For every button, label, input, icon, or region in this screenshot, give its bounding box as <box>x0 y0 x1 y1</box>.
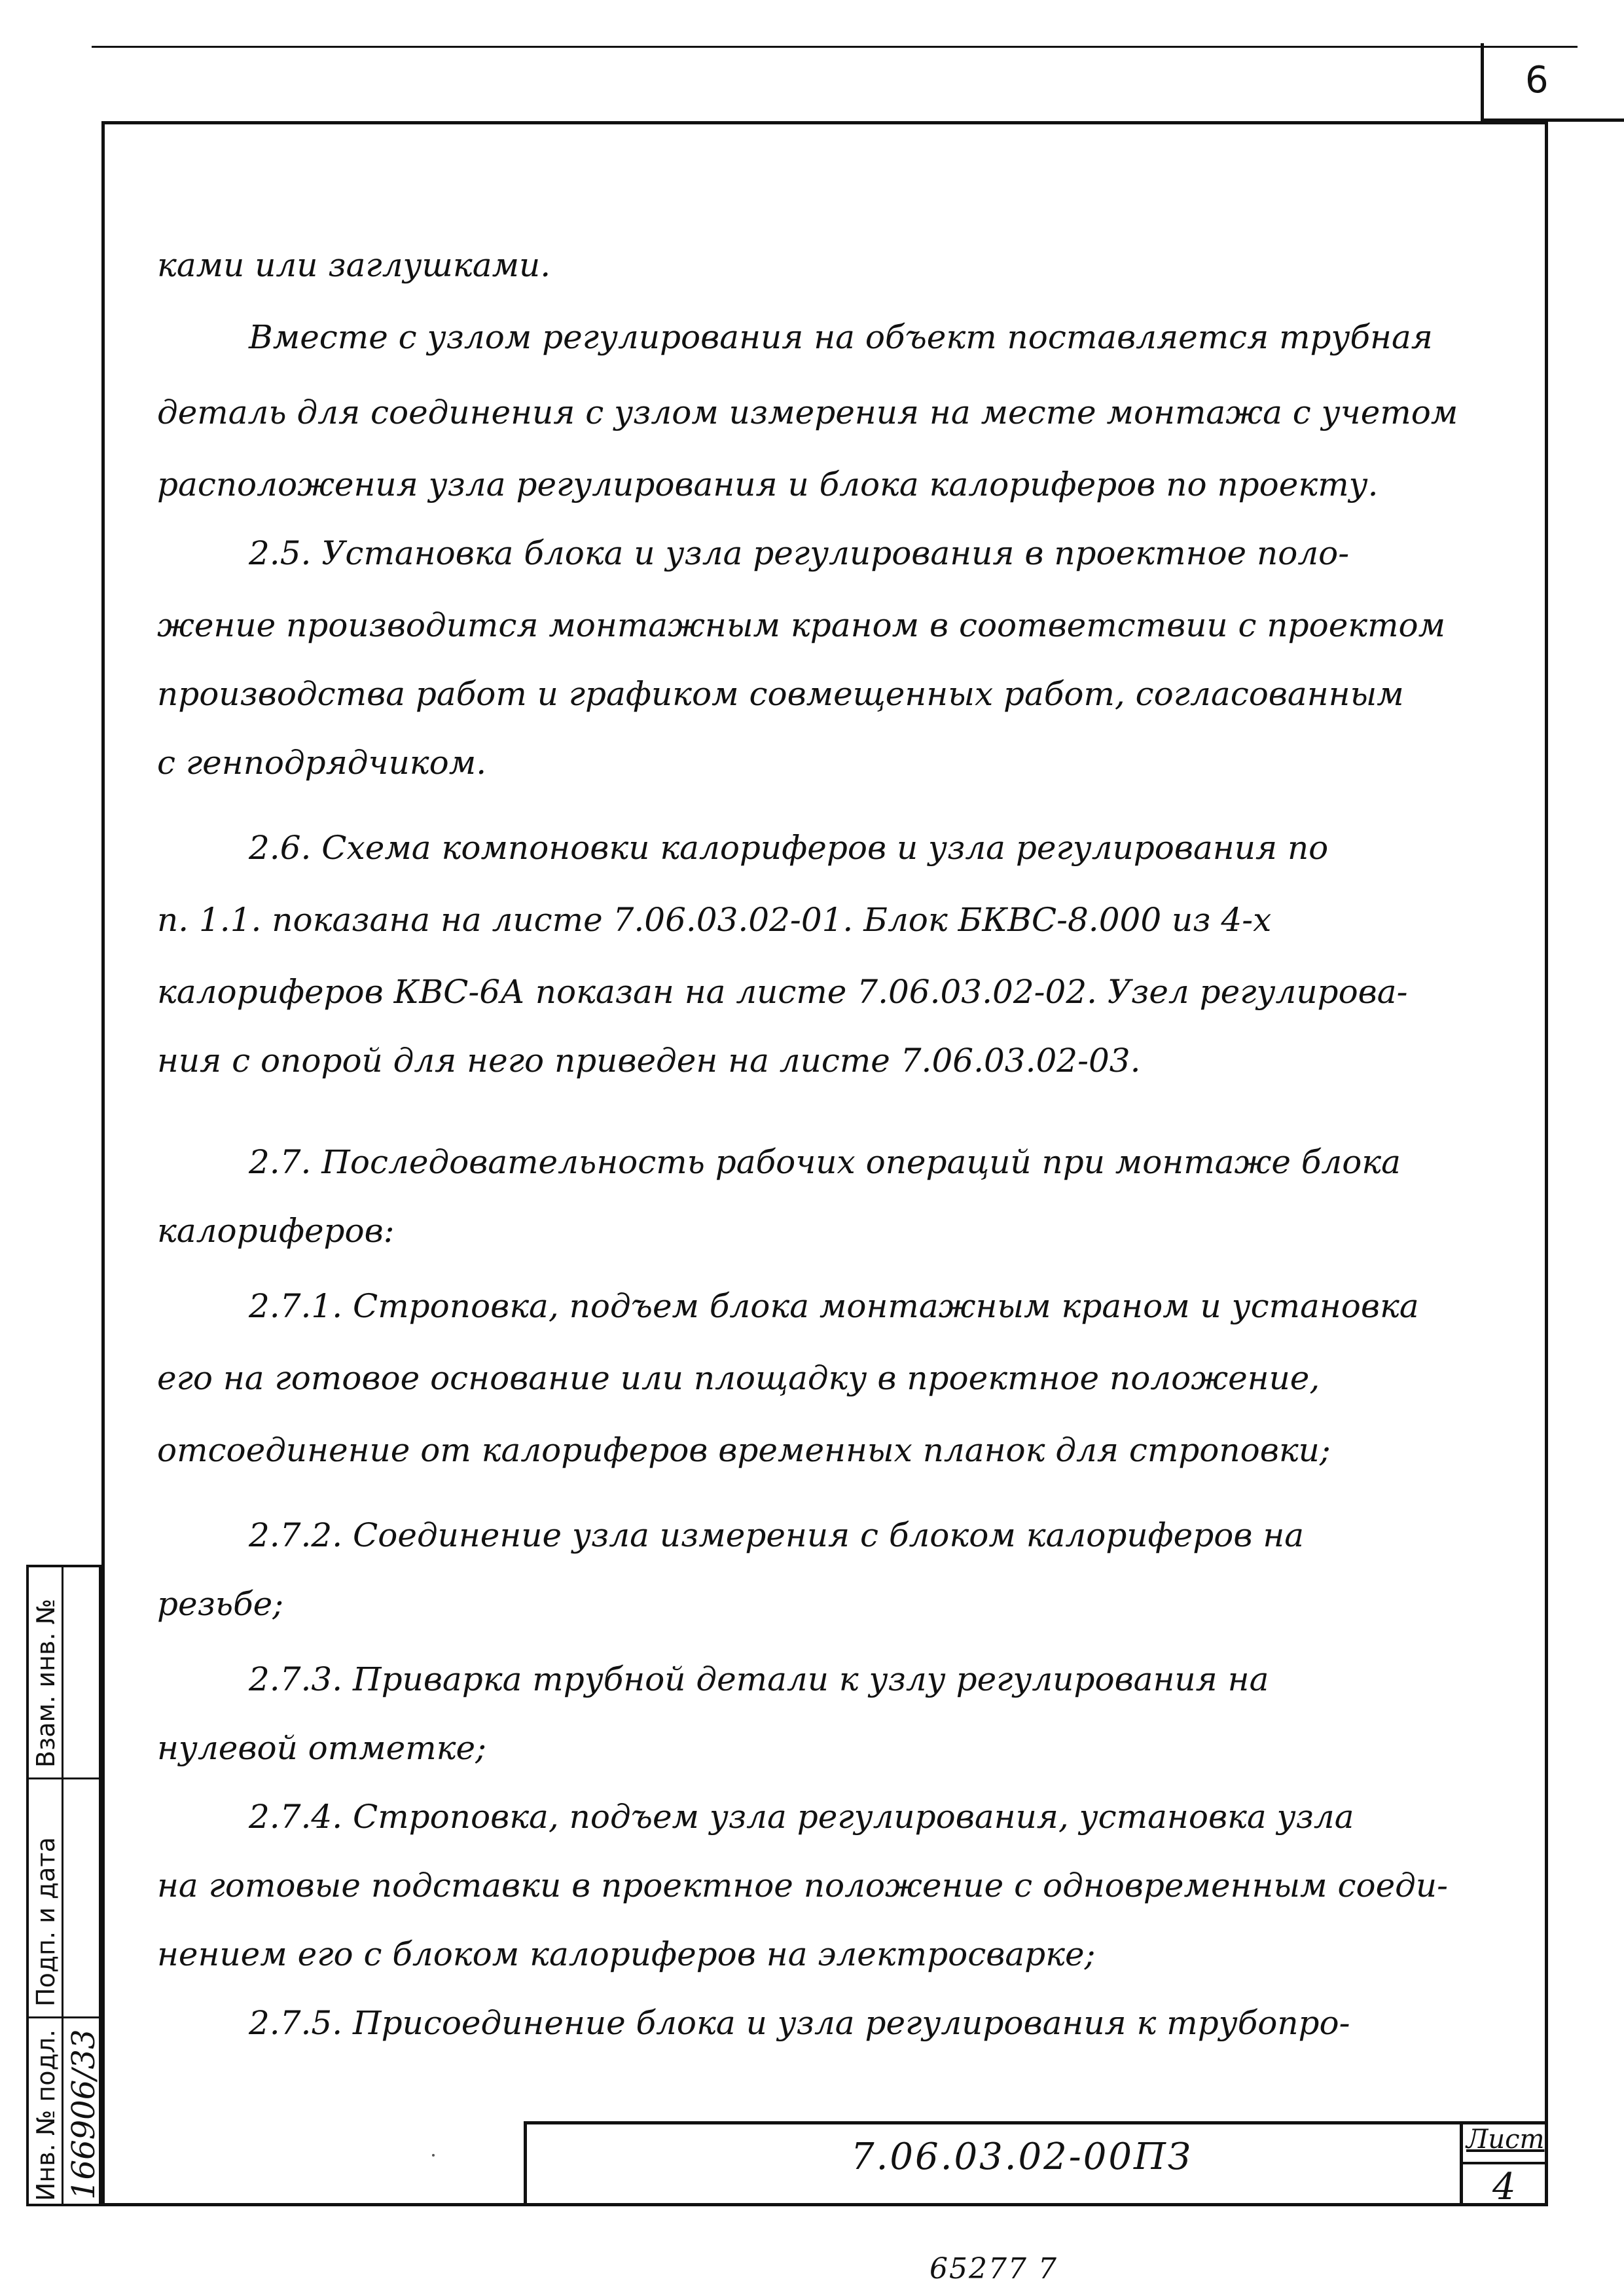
stamp-sign-label: Подп. и дата <box>31 1837 60 2007</box>
text-line: 2.6. Схема компоновки калориферов и узла регулирования по <box>249 829 1329 867</box>
stamp-inv-number: 166906/33 <box>65 2029 102 2200</box>
text-line: отсоединение от калориферов временных планок для строповки; <box>157 1431 1331 1469</box>
text-line: деталь для соединения с узлом измерения на месте монтажа с учетом <box>157 393 1458 431</box>
text-line: нулевой отметке; <box>157 1729 486 1767</box>
sheet-divider <box>1460 2162 1548 2164</box>
text-line: с генподрядчиком. <box>157 744 487 782</box>
speck <box>432 2154 435 2157</box>
text-line: 2.7. Последовательность рабочих операций при монтаже блока <box>249 1143 1401 1181</box>
stamp-inv-label: Инв. № подл. <box>31 2029 60 2201</box>
archive-code: 65277 7 <box>929 2252 1058 2286</box>
document-code: 7.06.03.02-00ПЗ <box>851 2136 1193 2178</box>
stamp-divider <box>26 1777 101 1779</box>
text-line: 2.7.5. Присоединение блока и узла регулирования к трубопро- <box>249 2004 1350 2042</box>
text-line: калориферов: <box>157 1212 395 1250</box>
sheet-number: 4 <box>1492 2166 1516 2208</box>
text-line: на готовые подставки в проектное положение с одновременным соеди- <box>157 1867 1448 1904</box>
text-line: 2.7.1. Строповка, подъем блока монтажным краном и установка <box>249 1287 1419 1325</box>
text-line: его на готовое основание или площадку в проектное положение, <box>157 1359 1320 1397</box>
text-line: 2.7.4. Строповка, подъем узла регулирования, установка узла <box>249 1798 1354 1836</box>
text-line: калориферов КВС-6А показан на листе 7.06.03.02-02. Узел регулирова- <box>157 973 1408 1011</box>
page-number-box <box>1481 43 1624 122</box>
text-line: нением его с блоком калориферов на электросварке; <box>157 1935 1096 1973</box>
text-line: 2.5. Установка блока и узла регулирования в проектное поло- <box>249 534 1350 572</box>
text-line: п. 1.1. показана на листе 7.06.03.02-01. Блок БКВС-8.000 из 4-х <box>157 901 1272 939</box>
text-line: ния с опорой для него приведен на листе 7.06.03.02-03. <box>157 1042 1141 1080</box>
sheet-label: Лист <box>1466 2124 1545 2155</box>
text-line: жение производится монтажным краном в соответствии с проектом <box>157 606 1446 644</box>
stamp-divider <box>26 2016 101 2018</box>
text-line: расположения узла регулирования и блока калориферов по проекту. <box>157 465 1379 503</box>
text-line: 2.7.2. Соединение узла измерения с блоком калориферов на <box>249 1516 1305 1554</box>
text-line: ками или заглушками. <box>157 246 551 284</box>
page-number: 6 <box>1525 59 1549 101</box>
text-line: Вместе с узлом регулирования на объект поставляется трубная <box>249 318 1433 356</box>
stamp-replace-label: Взам. инв. № <box>31 1598 60 1768</box>
text-line: производства работ и графиком совмещенных работ, согласованным <box>157 675 1404 713</box>
top-rule <box>92 46 1578 48</box>
text-line: резьбе; <box>157 1585 284 1623</box>
text-line: 2.7.3. Приварка трубной детали к узлу регулирования на <box>249 1660 1269 1698</box>
